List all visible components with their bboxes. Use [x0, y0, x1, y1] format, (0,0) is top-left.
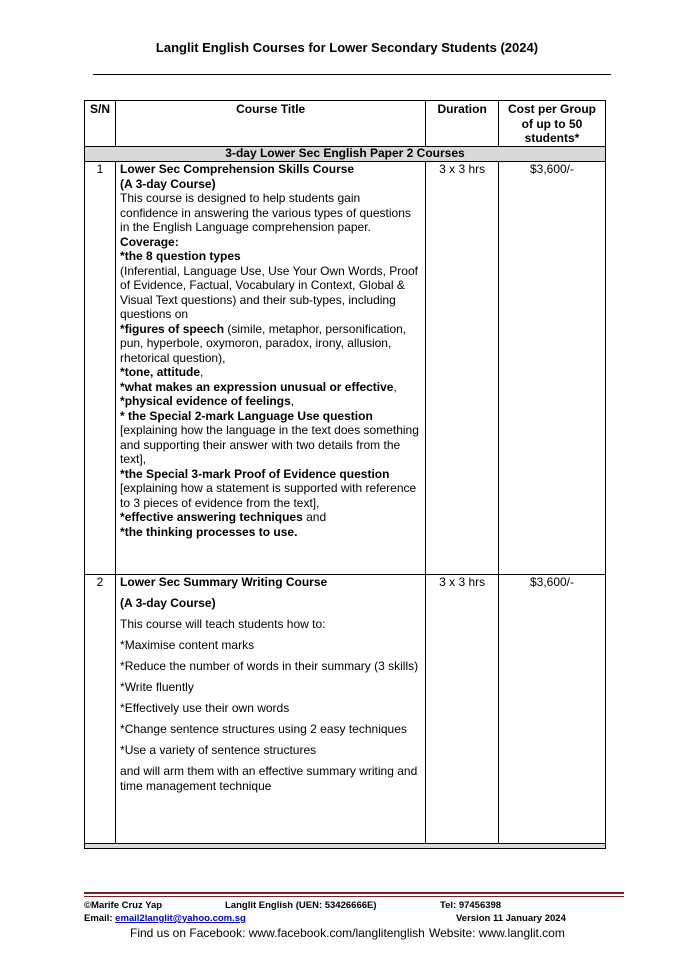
footer-email-label: Email:: [84, 913, 116, 924]
course-subtitle: (A 3-day Course): [120, 176, 216, 191]
table-row: [85, 575, 606, 844]
courses-table: [84, 100, 606, 849]
coverage-techniques: [120, 510, 421, 525]
course-cost: $3,600/-: [499, 575, 606, 844]
column-header-cost: Cost per Group of up to 50 students*: [499, 101, 606, 147]
list-item: *Effectively use their own words: [120, 701, 290, 715]
coverage-label: Coverage:: [120, 234, 179, 249]
coverage-thinking-processes: *the thinking processes to use.: [120, 524, 298, 539]
footer-tel: Tel: 97456398: [440, 900, 502, 911]
coverage-figures-of-speech: [120, 322, 421, 366]
column-header-course-title: Course Title: [116, 101, 426, 147]
course-cost: $3,600/-: [499, 162, 606, 575]
coverage-unusual-expression: [120, 380, 421, 395]
coverage-item-detail: ,: [290, 394, 295, 408]
list-item: *Write fluently: [120, 680, 194, 694]
list-item: *Maximise content marks: [120, 638, 255, 652]
table-end-cell: [85, 844, 606, 849]
coverage-item-detail: ,: [393, 379, 397, 394]
course-description: [116, 575, 426, 844]
footer-divider-thin: [84, 896, 624, 897]
footer-email: [84, 913, 246, 924]
section-row: [85, 147, 606, 162]
coverage-special-2-mark-detail: [explaining how the language in the text does something and supporting their answer with two details from the text],: [120, 423, 419, 466]
coverage-special-3-mark: *the Special 3-mark Proof of Evidence question: [120, 466, 390, 481]
footer-author: ©Marife Cruz Yap: [84, 900, 163, 911]
coverage-item-title: *figures of speech: [120, 321, 225, 336]
title-divider: [93, 74, 611, 75]
list-item: *Use a variety of sentence structures: [120, 743, 317, 757]
coverage-special-2-mark: * the Special 2-mark Language Use question: [120, 408, 373, 423]
coverage-question-types-detail: (Inferential, Language Use, Use Your Own Words, Proof of Evidence, Factual, Vocabulary in Context, Global & Visual Text questions) and their sub-types, including questions on: [120, 263, 418, 321]
course-subtitle: (A 3-day Course): [120, 596, 216, 610]
course-name: Lower Sec Summary Writing Course: [120, 575, 328, 589]
course-duration: 3 x 3 hrs: [426, 162, 499, 575]
coverage-item-title: *effective answering techniques: [120, 510, 303, 524]
coverage-item-detail: and: [302, 510, 327, 524]
coverage-physical-evidence: [120, 394, 421, 409]
course-intro: This course is designed to help students gain confidence in answering the various types of questions in the English Language comprehension paper.: [120, 191, 411, 234]
section-title: 3-day Lower Sec English Paper 2 Courses: [85, 147, 606, 162]
list-item: *Reduce the number of words in their summary (3 skills): [120, 659, 419, 673]
coverage-item-title: *tone, attitude: [120, 365, 201, 379]
list-item: *Change sentence structures using 2 easy techniques: [120, 722, 407, 736]
coverage-item-title: *physical evidence of feelings: [120, 394, 291, 408]
column-header-sn: S/N: [85, 101, 116, 147]
footer-company: Langlit English (UEN: 53426666E): [225, 900, 377, 911]
course-sn: 2: [85, 575, 116, 844]
course-description: [116, 162, 426, 575]
coverage-item-title: *what makes an expression unusual or effective: [120, 379, 394, 394]
footer-version: Version 11 January 2024: [456, 913, 566, 924]
table-header-row: [85, 101, 606, 147]
table-end-row: [85, 844, 606, 849]
table-row: [85, 162, 606, 575]
column-header-duration: Duration: [426, 101, 499, 147]
coverage-item-detail: ,: [200, 365, 204, 379]
page-title: Langlit English Courses for Lower Secondary Students (2024): [155, 40, 539, 55]
footer-website[interactable]: Website: www.langlit.com: [429, 926, 565, 940]
course-duration: 3 x 3 hrs: [426, 575, 499, 844]
course-sn: 1: [85, 162, 116, 575]
footer-facebook[interactable]: Find us on Facebook: www.facebook.com/langlitenglish: [130, 926, 425, 940]
coverage-item-detail: (simile, metaphor, personification, pun, hyperbole, oxymoron, paradox, irony, allusion, rhetorical question),: [120, 321, 407, 365]
course-intro: This course will teach students how to:: [120, 617, 326, 631]
footer-divider: [84, 892, 624, 894]
footer-email-link[interactable]: email2langlit@yahoo.com.sg: [115, 913, 246, 924]
coverage-special-3-mark-detail: [explaining how a statement is supported with reference to 3 pieces of evidence from the text],: [120, 481, 417, 510]
course-name: Lower Sec Comprehension Skills Course: [120, 162, 355, 176]
coverage-question-types: *the 8 question types: [120, 249, 241, 263]
list-item: and will arm them with an effective summary writing and time management technique: [120, 764, 418, 793]
coverage-tone: [120, 365, 421, 380]
